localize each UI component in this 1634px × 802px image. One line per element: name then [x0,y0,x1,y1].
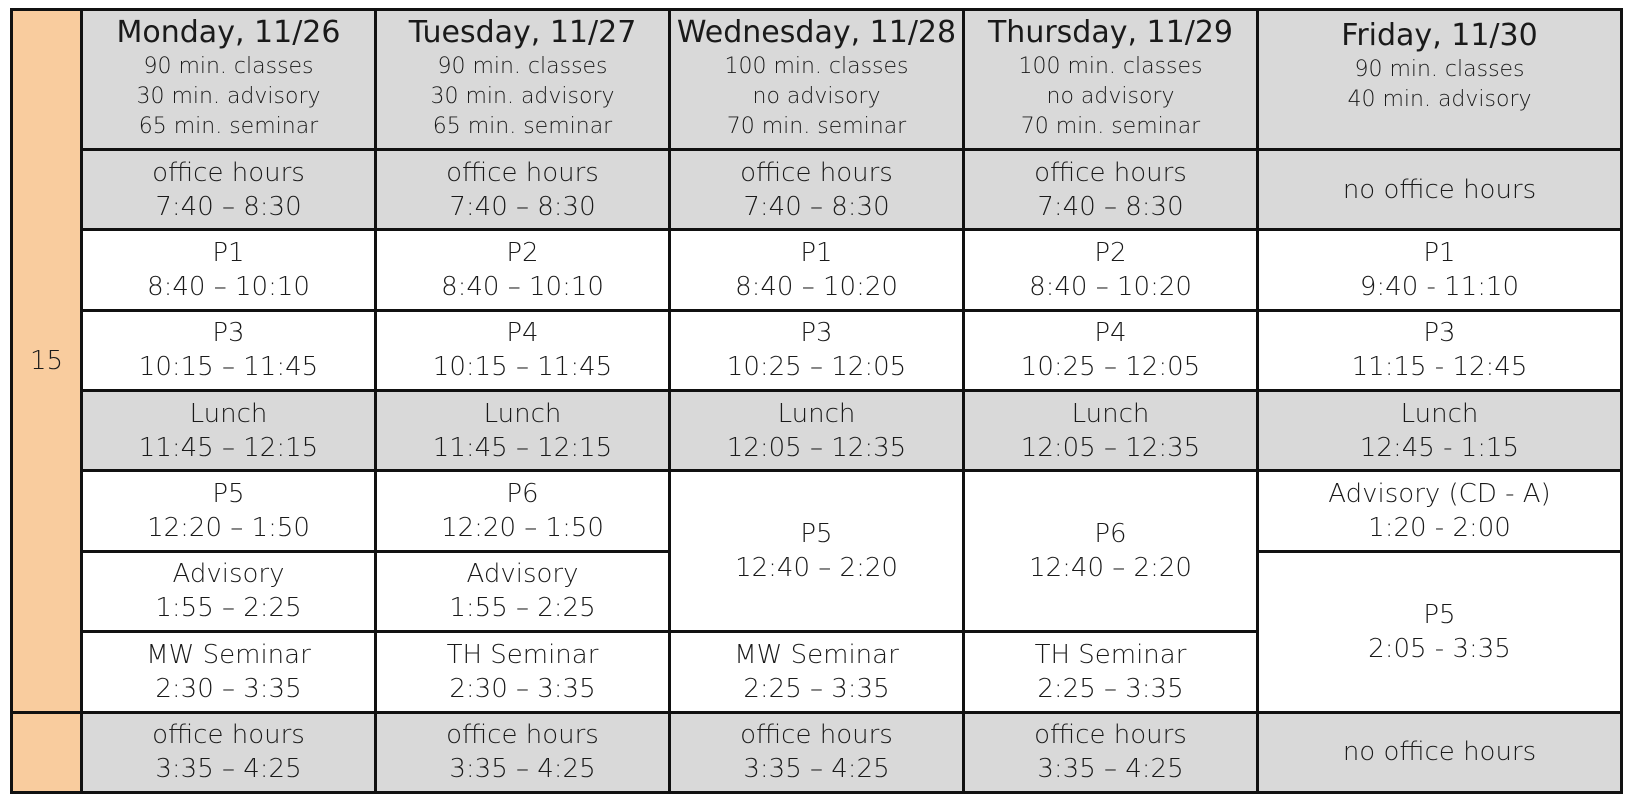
office-hours-cell [964,712,1258,792]
cell-label: Lunch [189,398,268,429]
cell-time: 10:15 – 11:45 [138,352,319,383]
cell-time: 8:40 – 10:10 [147,271,310,302]
office-hours-cell [964,149,1258,229]
period-cell [964,310,1258,390]
cell-time: 3:35 – 4:25 [449,754,596,785]
afternoon-office-hours-row [12,712,1622,792]
day-note: 100 min. classes [724,54,909,80]
cell-time: 3:35 – 4:25 [155,754,302,785]
cell-label: P5 [212,479,245,510]
cell-label: office hours [740,157,893,188]
cell-label: TH Seminar [446,639,599,670]
cell-time: 12:45 - 1:15 [1359,432,1520,463]
seminar-cell [82,632,376,712]
cell-time: 7:40 – 8:30 [743,191,890,222]
office-hours-cell [1258,712,1622,792]
lunch-cell [376,391,670,471]
header-row [12,10,1622,150]
period-cell [376,471,670,551]
day-note: 90 min. classes [143,54,314,80]
week-number: 15 [12,10,82,713]
morning-office-hours-row [12,149,1622,229]
day-note: 65 min. seminar [432,114,613,140]
day-note: 30 min. advisory [430,84,615,110]
cell-label: P1 [212,237,245,268]
office-hours-cell [670,149,964,229]
period-cell [670,230,964,310]
cell-time: 2:30 – 3:35 [449,673,596,704]
cell-time: 3:35 – 4:25 [743,754,890,785]
week-column-filler [12,712,82,792]
period-cell [964,230,1258,310]
cell-label: office hours [152,720,305,751]
office-hours-cell [376,149,670,229]
cell-label: Lunch [483,398,562,429]
block-2-row [12,310,1622,390]
cell-label: Lunch [1400,398,1479,429]
cell-time: 2:25 – 3:35 [1037,673,1184,704]
cell-time: 1:55 – 2:25 [449,593,596,624]
day-title: Tuesday, 11/27 [408,15,637,51]
cell-label: P6 [506,479,539,510]
day-note: no advisory [752,84,881,110]
cell-time: 9:40 - 11:10 [1359,271,1520,302]
cell-label: office hours [740,720,893,751]
advisory-cell [82,551,376,631]
block-1-row [12,230,1622,310]
cell-label: P4 [506,318,539,349]
day-note: 90 min. classes [437,54,608,80]
cell-label: P1 [800,237,833,268]
cell-time: 10:15 – 11:45 [432,352,613,383]
day-header-friday [1258,10,1622,150]
office-hours-cell [82,149,376,229]
cell-label: TH Seminar [1034,639,1187,670]
day-note: 65 min. seminar [138,114,319,140]
day-header-monday [82,10,376,150]
cell-label: P2 [1094,237,1127,268]
cell-label: office hours [152,157,305,188]
seminar-cell [670,632,964,712]
period-cell [1258,551,1622,712]
cell-label: Lunch [777,398,856,429]
period-cell [670,310,964,390]
day-title: Monday, 11/26 [116,15,341,51]
period-cell [82,310,376,390]
cell-time: 2:25 – 3:35 [743,673,890,704]
advisory-cell [376,551,670,631]
cell-label: P6 [1094,519,1127,550]
cell-time: 10:25 – 12:05 [726,352,907,383]
cell-label: P5 [1423,599,1456,630]
cell-time: 12:40 – 2:20 [735,553,898,584]
seminar-cell [964,632,1258,712]
day-title: Wednesday, 11/28 [676,15,957,51]
period-cell [964,471,1258,632]
day-note: 70 min. seminar [1020,114,1201,140]
cell-label: office hours [1034,157,1187,188]
period-cell [82,471,376,551]
period-cell [1258,230,1622,310]
day-note: 70 min. seminar [726,114,907,140]
cell-time: 2:05 - 3:35 [1368,633,1511,664]
office-hours-cell [82,712,376,792]
cell-time: 2:30 – 3:35 [155,673,302,704]
cell-time: 1:20 - 2:00 [1368,513,1511,544]
cell-label: office hours [446,157,599,188]
cell-label: MW Seminar [146,639,311,670]
day-header-thursday [964,10,1258,150]
cell-time: 1:55 – 2:25 [155,593,302,624]
cell-time: 7:40 – 8:30 [155,191,302,222]
lunch-cell [670,391,964,471]
cell-time: 12:40 – 2:20 [1029,553,1192,584]
cell-time: 12:05 – 12:35 [726,432,907,463]
period-cell [376,310,670,390]
day-header-wednesday [670,10,964,150]
day-note: 40 min. advisory [1347,87,1532,112]
lunch-cell [964,391,1258,471]
cell-label: no office hours [1342,174,1537,205]
cell-time: 8:40 – 10:10 [441,271,604,302]
cell-label: P3 [800,318,833,349]
day-note: 30 min. advisory [136,84,321,110]
cell-time: 7:40 – 8:30 [449,191,596,222]
cell-label: Advisory (CD - A) [1328,479,1551,510]
period-cell [670,471,964,632]
period-cell [82,230,376,310]
cell-label: Advisory [466,559,579,590]
cell-label: P4 [1094,318,1127,349]
cell-label: P5 [800,519,833,550]
cell-time: 11:45 – 12:15 [432,432,613,463]
day-title: Thursday, 11/29 [987,15,1234,51]
office-hours-cell [1258,149,1622,229]
cell-label: office hours [446,720,599,751]
cell-label: P1 [1423,237,1456,268]
cell-label: P3 [1423,318,1456,349]
cell-label: no office hours [1342,737,1537,768]
advisory-cell [1258,471,1622,551]
lunch-cell [1258,391,1622,471]
block-3-row [12,471,1622,551]
cell-time: 11:15 - 12:45 [1351,352,1528,383]
seminar-cell [376,632,670,712]
office-hours-cell [670,712,964,792]
cell-time: 12:20 – 1:50 [441,513,604,544]
day-note: no advisory [1046,84,1175,110]
lunch-row [12,391,1622,471]
lunch-cell [82,391,376,471]
cell-label: Advisory [172,559,285,590]
cell-label: P2 [506,237,539,268]
cell-label: office hours [1034,720,1187,751]
period-cell [376,230,670,310]
cell-time: 10:25 – 12:05 [1020,352,1201,383]
cell-time: 8:40 – 10:20 [735,271,898,302]
cell-time: 12:05 – 12:35 [1020,432,1201,463]
cell-time: 12:20 – 1:50 [147,513,310,544]
cell-time: 7:40 – 8:30 [1037,191,1184,222]
cell-label: P3 [212,318,245,349]
cell-time: 3:35 – 4:25 [1037,754,1184,785]
day-title: Friday, 11/30 [1341,18,1538,53]
cell-label: Lunch [1071,398,1150,429]
cell-time: 8:40 – 10:20 [1029,271,1192,302]
day-note: 100 min. classes [1018,54,1203,80]
cell-label: MW Seminar [734,639,899,670]
weekly-schedule-table [10,8,1623,794]
day-header-tuesday [376,10,670,150]
day-note: 90 min. classes [1354,57,1525,82]
period-cell [1258,310,1622,390]
office-hours-cell [376,712,670,792]
cell-time: 11:45 – 12:15 [138,432,319,463]
